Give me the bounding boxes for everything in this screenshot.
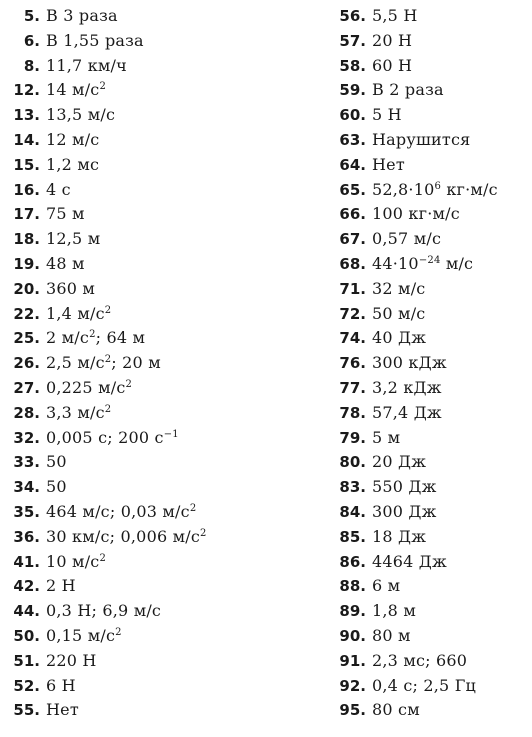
answer-row (318, 252, 532, 277)
problem-number: 88. (339, 577, 366, 596)
answer-row (318, 574, 532, 599)
answer-text: 10 $м/с^2$ (46, 551, 107, 571)
answer-row (318, 178, 532, 203)
problem-number: 76. (339, 354, 366, 373)
answer-row (0, 574, 318, 599)
problem-number: 26. (13, 354, 40, 373)
answer-row (0, 674, 318, 699)
answer-text: 50 (46, 452, 67, 472)
problem-number: 63. (339, 130, 366, 149)
problem-number: 60. (339, 106, 366, 125)
problem-number: 16. (13, 180, 40, 199)
answer-row (318, 376, 532, 401)
problem-number: 18. (13, 230, 40, 249)
answer-text: 2 Н (46, 576, 76, 596)
answer-row (318, 78, 532, 103)
problem-number: 89. (339, 602, 366, 621)
answer-text: $52,8\cdot 10^6$ кг·м/с (372, 179, 498, 199)
answer-text: 0,57 м/с (372, 229, 442, 249)
answer-row (0, 54, 318, 79)
answer-text: 50 м/с (372, 303, 426, 323)
answer-text: 11,7 км/ч (46, 55, 127, 75)
answer-text: 5 м (372, 427, 401, 447)
answer-row (0, 376, 318, 401)
problem-number: 15. (13, 155, 40, 174)
answer-row (0, 450, 318, 475)
answer-text: 0,15 $м/с^2$ (46, 625, 122, 645)
answer-text: 0,3 Н; 6,9 м/с (46, 601, 162, 621)
answer-row (0, 401, 318, 426)
answer-row (318, 29, 532, 54)
answer-text: 1,8 м (372, 601, 416, 621)
problem-number: 78. (339, 403, 366, 422)
answer-text: Нет (372, 154, 405, 174)
superscript: 6 (434, 180, 442, 192)
problem-number: 28. (13, 403, 40, 422)
answer-row (0, 78, 318, 103)
answer-row (318, 401, 532, 426)
problem-number: 36. (13, 527, 40, 546)
problem-number: 14. (13, 130, 40, 149)
answer-row (0, 624, 318, 649)
answer-text: 20 Н (372, 30, 413, 50)
problem-number: 56. (339, 7, 366, 25)
problem-number: 85. (339, 527, 366, 546)
answers-column-right (318, 4, 532, 723)
problem-number: 17. (13, 205, 40, 224)
answer-row (0, 252, 318, 277)
answer-row (318, 351, 532, 376)
problem-number: 33. (13, 453, 40, 472)
problem-number: 52. (13, 676, 40, 695)
answer-text: 464 м/с; 0,03 $м/с^2$ (46, 501, 197, 521)
answer-text: 75 м (46, 204, 85, 224)
answer-text: 300 кДж (372, 353, 447, 373)
problem-number: 57. (339, 31, 366, 50)
problem-number: 67. (339, 230, 366, 249)
answer-row (0, 475, 318, 500)
answer-row (318, 277, 532, 302)
problem-number: 35. (13, 502, 40, 521)
problem-number: 90. (339, 626, 366, 645)
answer-text: 80 см (372, 700, 420, 720)
answer-row (318, 550, 532, 575)
problem-number: 32. (13, 428, 40, 447)
problem-number: 5. (23, 7, 40, 25)
answer-row (0, 525, 318, 550)
problem-number: 13. (13, 106, 40, 125)
answer-text: 220 Н (46, 650, 97, 670)
superscript: 2 (200, 527, 207, 539)
answer-text: 48 м (46, 253, 85, 273)
answer-row (0, 599, 318, 624)
answer-row (0, 302, 318, 327)
problem-number: 72. (339, 304, 366, 323)
answer-row (0, 277, 318, 302)
answer-row (318, 599, 532, 624)
answer-row (318, 54, 532, 79)
problem-number: 19. (13, 254, 40, 273)
problem-number: 42. (13, 577, 40, 596)
superscript: 2 (89, 329, 96, 341)
problem-number: 91. (339, 651, 366, 670)
answer-row (0, 103, 318, 128)
answer-text: 0,005 с; 200 $с^{-1}$ (46, 427, 179, 447)
answer-text: 0,225 $м/с^2$ (46, 377, 133, 397)
problem-number: 95. (339, 701, 366, 720)
answer-row (0, 550, 318, 575)
answer-text: 2 $м/с^2$; 64 м (46, 328, 146, 348)
problem-number: 71. (339, 279, 366, 298)
problem-number: 66. (339, 205, 366, 224)
superscript: 2 (99, 552, 107, 564)
answer-text: 13,5 м/с (46, 105, 116, 125)
answer-row (318, 4, 532, 29)
answer-text: 6 Н (46, 675, 76, 695)
problem-number: 8. (23, 56, 40, 75)
answer-text: 100 кг·м/с (372, 204, 460, 224)
problem-number: 86. (339, 552, 366, 571)
superscript: 2 (104, 403, 112, 415)
problem-number: 84. (339, 502, 366, 521)
answer-row (0, 698, 318, 723)
answer-row (0, 4, 318, 29)
problem-number: 55. (13, 701, 40, 720)
answer-text: 12 м/с (46, 129, 100, 149)
answer-text: В 3 раза (46, 6, 118, 25)
answer-text: 57,4 Дж (372, 402, 442, 422)
answer-row (318, 500, 532, 525)
answer-text: 360 м (46, 278, 96, 298)
answer-row (318, 103, 532, 128)
answer-text: 0,4 с; 2,5 Гц (372, 675, 476, 695)
answer-text: 1,2 мс (46, 154, 100, 174)
answer-text: 4464 Дж (372, 551, 447, 571)
answer-text: 2,3 мс; 660 (372, 650, 468, 670)
problem-number: 41. (13, 552, 40, 571)
problem-number: 58. (339, 56, 366, 75)
problem-number: 83. (339, 478, 366, 497)
answer-row (0, 649, 318, 674)
answer-row (318, 426, 532, 451)
problem-number: 79. (339, 428, 366, 447)
answer-text: В 2 раза (372, 80, 444, 100)
answer-row (0, 202, 318, 227)
problem-number: 65. (339, 180, 366, 199)
problem-number: 59. (339, 81, 366, 100)
problem-number: 34. (13, 478, 40, 497)
superscript: 2 (115, 626, 122, 638)
answer-text: 3,2 кДж (372, 377, 442, 397)
answer-row (318, 128, 532, 153)
answer-text: 2,5 $м/с^2$; 20 м (46, 353, 161, 373)
answer-row (318, 450, 532, 475)
answer-text: 60 Н (372, 55, 413, 75)
answer-text: 6 м (372, 576, 401, 596)
answer-row (0, 326, 318, 351)
problem-number: 27. (13, 378, 40, 397)
answer-text: 20 Дж (372, 452, 427, 472)
answer-text: 18 Дж (372, 526, 427, 546)
answer-row (318, 227, 532, 252)
answer-text: 550 Дж (372, 477, 437, 497)
superscript: 2 (104, 304, 112, 316)
answer-text: 50 (46, 477, 67, 497)
answer-text: В 1,55 раза (46, 30, 144, 50)
problem-number: 6. (23, 31, 40, 50)
problem-number: 50. (13, 626, 40, 645)
problem-number: 77. (339, 378, 366, 397)
problem-number: 68. (339, 254, 366, 273)
answer-text: 12,5 м (46, 229, 101, 249)
problem-number: 74. (339, 329, 366, 348)
answers-column-left (0, 4, 318, 723)
answer-row (0, 29, 318, 54)
problem-number: 92. (339, 676, 366, 695)
answer-row (318, 153, 532, 178)
answer-text: 80 м (372, 625, 411, 645)
answer-text: 32 м/с (372, 278, 426, 298)
answer-text: 30 км/с; 0,006 $м/с^2$ (46, 526, 207, 546)
problem-number: 51. (13, 651, 40, 670)
problem-number: 22. (13, 304, 40, 323)
problem-number: 12. (13, 81, 40, 100)
answer-row (0, 351, 318, 376)
answer-row (0, 227, 318, 252)
answer-text: 3,3 $м/с^2$ (46, 402, 112, 422)
answer-row (0, 426, 318, 451)
answer-row (0, 500, 318, 525)
answer-row (0, 153, 318, 178)
answer-row (318, 649, 532, 674)
answer-row (318, 624, 532, 649)
answer-text: Нет (46, 700, 79, 720)
superscript: 2 (99, 81, 107, 93)
answer-text: 1,4 $м/с^2$ (46, 303, 112, 323)
answer-text: 4 с (46, 179, 71, 199)
answer-text: Нарушится (372, 129, 471, 149)
answer-row (318, 698, 532, 723)
answer-row (318, 302, 532, 327)
problem-number: 20. (13, 279, 40, 298)
superscript: −24 (418, 254, 441, 266)
superscript: −1 (163, 428, 179, 440)
answer-text: 5,5 Н (372, 6, 418, 25)
answer-row (318, 326, 532, 351)
problem-number: 64. (339, 155, 366, 174)
answer-text: $44\cdot 10^{-24}$ м/с (372, 253, 474, 273)
answer-row (0, 128, 318, 153)
answer-row (318, 525, 532, 550)
problem-number: 25. (13, 329, 40, 348)
answer-row (0, 178, 318, 203)
problem-number: 44. (13, 602, 40, 621)
answer-text: 5 Н (372, 105, 402, 125)
answer-row (318, 674, 532, 699)
answer-text: 40 Дж (372, 328, 427, 348)
answer-row (318, 202, 532, 227)
superscript: 2 (189, 502, 197, 514)
answer-row (318, 475, 532, 500)
problem-number: 80. (339, 453, 366, 472)
superscript: 2 (104, 354, 112, 366)
answer-text: 300 Дж (372, 501, 437, 521)
answer-text: 14 $м/с^2$ (46, 80, 107, 100)
superscript: 2 (125, 378, 133, 390)
